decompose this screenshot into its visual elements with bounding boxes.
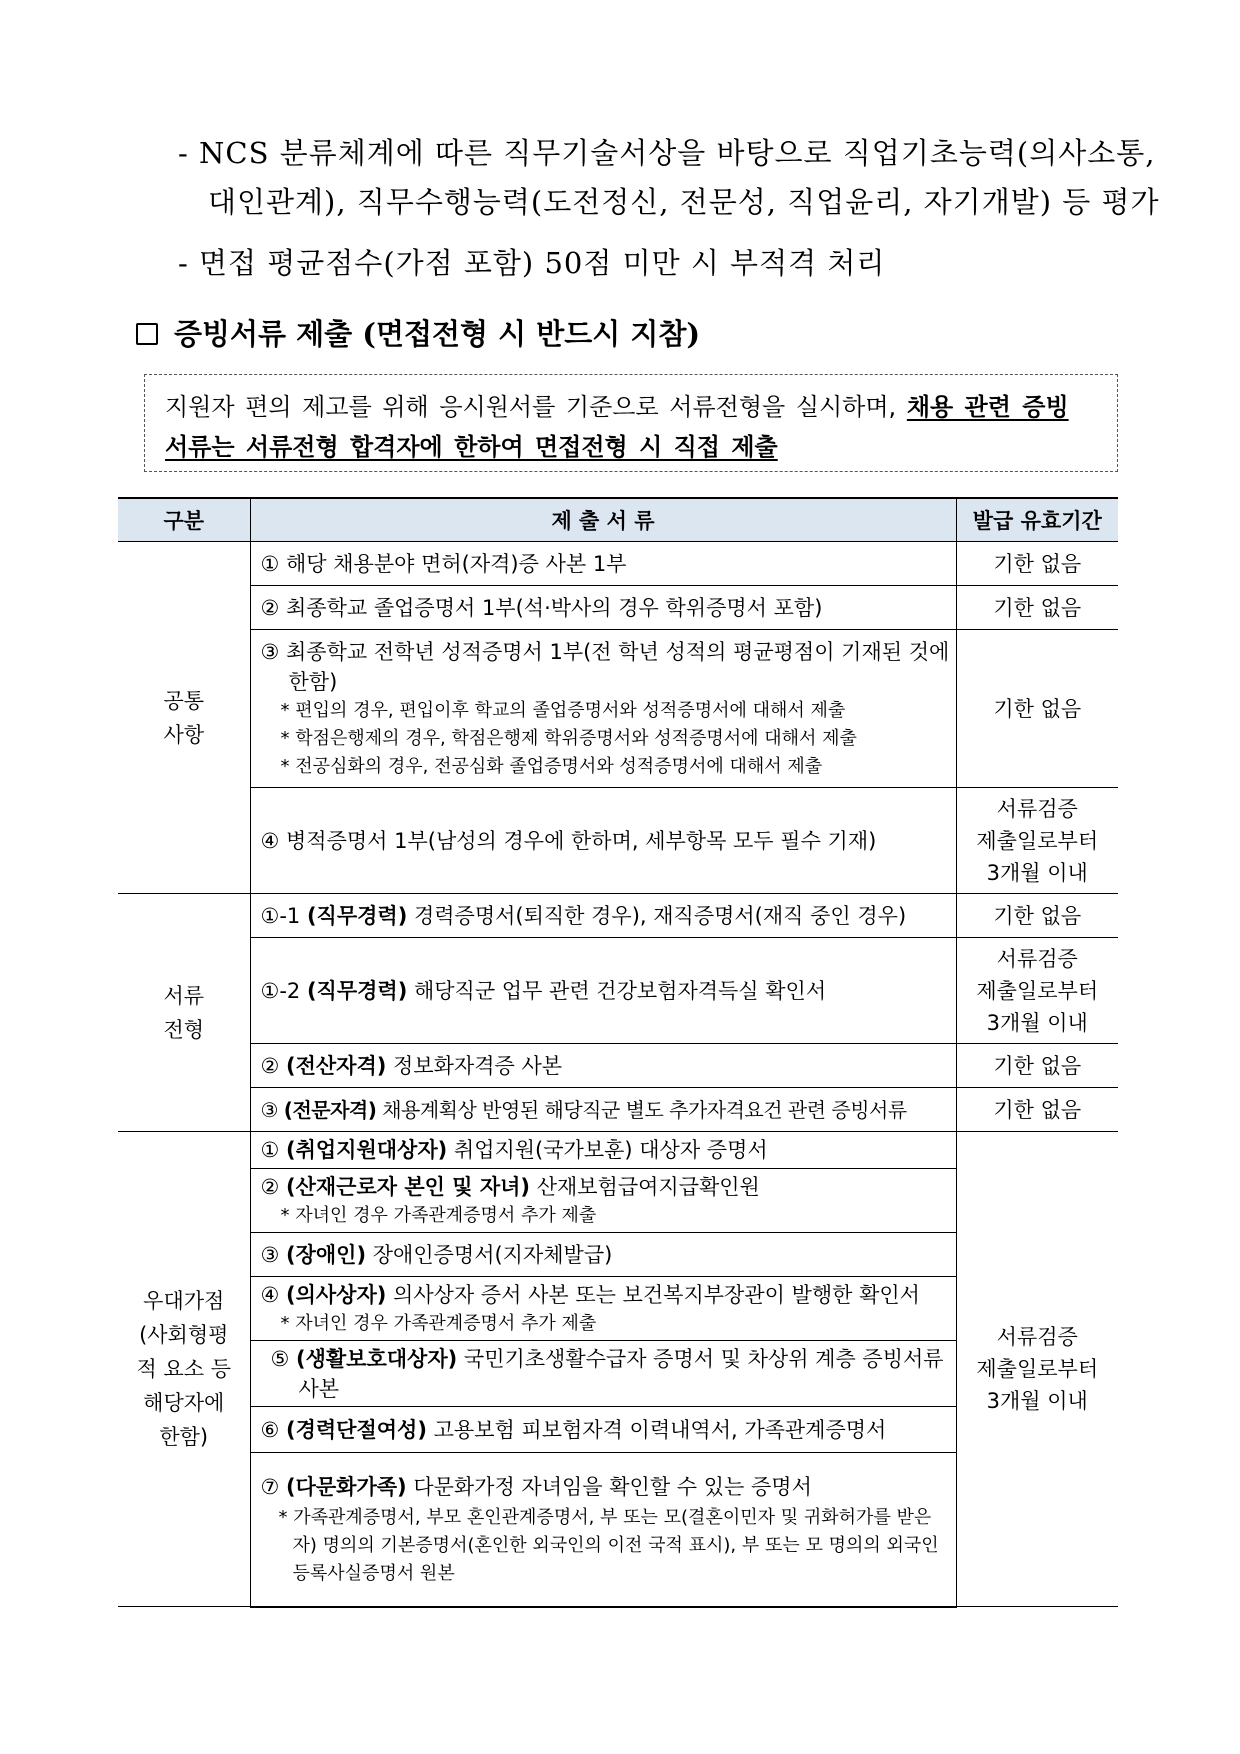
validity-cell: 기한 없음	[956, 542, 1118, 586]
doc-cell: ③ 최종학교 전학년 성적증명서 1부(전 학년 성적의 평균평점이 기재된 것에 한함) * 편입의 경우, 편입이후 학교의 졸업증명서와 성적증명서에 대해서 제출 * 학점은행제의 경우, 학점은행제 학위증명서와 성적증명서에 대해서 제출 * 전공심화의 경우, 전공심화 졸업증명서와 성적증명서에 대해서 제출	[250, 630, 956, 788]
doc-cell: ①-2 (직무경력) 해당직군 업무 관련 건강보험자격득실 확인서	[250, 938, 956, 1044]
bullet-ncs-line2: 대인관계), 직무수행능력(도전정신, 전문성, 직업윤리, 자기개발) 등 평가	[208, 185, 1160, 219]
doc-cell: ② 최종학교 졸업증명서 1부(석·박사의 경우 학위증명서 포함)	[250, 586, 956, 630]
doc-cell: ① (취업지원대상자) 취업지원(국가보훈) 대상자 증명서	[250, 1132, 956, 1169]
notice-bold-2: 서류는 서류전형 합격자에 한하여 면접전형 시 직접 제출	[165, 433, 778, 461]
doc-note: * 전공심화의 경우, 전공심화 졸업증명서와 성적증명서에 대해서 제출	[280, 755, 823, 777]
table-row	[118, 1132, 1118, 1169]
doc-note: * 가족관계증명서, 부모 혼인관계증명서, 부 또는 모(결혼이민자 및 귀화허가를 받은 자) 명의의 기본증명서(혼인한 외국인의 이전 국적 표시), 부 또는 모 명의의 외국인 등록사실증명서 원본	[278, 1507, 939, 1585]
header-validity: 발급 유효기간	[956, 498, 1118, 542]
bullet-ncs-line1: - NCS 분류체계에 따른 직무기술서상을 바탕으로 직업기초능력(의사소통,	[178, 136, 1156, 170]
notice-line-1	[165, 387, 1069, 422]
documents-table	[118, 497, 1118, 1608]
checkbox-square-icon	[136, 323, 158, 345]
doc-cell: ① 해당 채용분야 면허(자격)증 사본 1부	[250, 542, 956, 586]
notice-bold-1: 채용 관련 증빙	[906, 393, 1069, 421]
doc-cell: ⑤ (생활보호대상자) 국민기초생활수급자 증명서 및 차상위 계층 증빙서류 사본	[250, 1341, 956, 1407]
category-bonus-points: 우대가점 (사회형평 적 요소 등 해당자에 한함)	[118, 1132, 250, 1607]
table-row	[118, 894, 1118, 938]
validity-cell: 서류검증 제출일로부터 3개월 이내	[956, 938, 1118, 1044]
notice-text: 지원자 편의 제고를 위해 응시원서를 기준으로 서류전형을 실시하며,	[165, 393, 897, 421]
doc-cell: ③ (전문자격) 채용계획상 반영된 해당직군 별도 추가자격요건 관련 증빙서류	[250, 1088, 956, 1132]
doc-cell: ④ (의사상자) 의사상자 증서 사본 또는 보건복지부장관이 발행한 확인서 * 자녀인 경우 가족관계증명서 추가 제출	[250, 1277, 956, 1341]
validity-cell: 기한 없음	[956, 1044, 1118, 1088]
validity-cell: 기한 없음	[956, 1088, 1118, 1132]
doc-cell: ⑦ (다문화가족) 다문화가정 자녀임을 확인할 수 있는 증명서 * 가족관계증명서, 부모 혼인관계증명서, 부 또는 모(결혼이민자 및 귀화허가를 받은 자) 명의의 기본증명서(혼인한 외국인의 이전 국적 표시), 부 또는 모 명의의 외국인 등록사실증명서 원본	[250, 1453, 956, 1607]
doc-note: * 학점은행제의 경우, 학점은행제 학위증명서와 성적증명서에 대해서 제출	[280, 727, 857, 749]
notice-box	[144, 374, 1118, 472]
table-row	[118, 1044, 1118, 1088]
table-row	[118, 630, 1118, 788]
doc-cell: ② (산재근로자 본인 및 자녀) 산재보험급여지급확인원 * 자녀인 경우 가족관계증명서 추가 제출	[250, 1169, 956, 1233]
header-documents: 제 출 서 류	[250, 498, 956, 542]
doc-cell: ④ 병적증명서 1부(남성의 경우에 한하며, 세부항목 모두 필수 기재)	[250, 788, 956, 894]
validity-cell: 서류검증 제출일로부터 3개월 이내	[956, 1132, 1118, 1607]
table-row	[118, 542, 1118, 586]
bullet-interview-score: - 면접 평균점수(가점 포함) 50점 미만 시 부적격 처리	[178, 246, 886, 280]
validity-cell: 서류검증 제출일로부터 3개월 이내	[956, 788, 1118, 894]
doc-note: * 자녀인 경우 가족관계증명서 추가 제출	[280, 1204, 597, 1226]
table-row	[118, 1088, 1118, 1132]
validity-cell: 기한 없음	[956, 630, 1118, 788]
doc-note: * 자녀인 경우 가족관계증명서 추가 제출	[280, 1312, 597, 1334]
category-document-screening: 서류 전형	[118, 894, 250, 1132]
table-row	[118, 586, 1118, 630]
doc-cell: ①-1 (직무경력) 경력증명서(퇴직한 경우), 재직증명서(재직 중인 경우)	[250, 894, 956, 938]
validity-cell: 기한 없음	[956, 586, 1118, 630]
doc-cell: ③ (장애인) 장애인증명서(지자체발급)	[250, 1233, 956, 1277]
table-row	[118, 788, 1118, 894]
notice-line-2	[165, 427, 778, 462]
table-header-row	[118, 498, 1118, 542]
category-common: 공통 사항	[118, 542, 250, 894]
doc-note: * 편입의 경우, 편입이후 학교의 졸업증명서와 성적증명서에 대해서 제출	[280, 699, 846, 721]
table-row	[118, 938, 1118, 1044]
section-title: 증빙서류 제출 (면접전형 시 반드시 지참)	[174, 317, 701, 351]
section-heading	[136, 314, 700, 354]
validity-cell: 기한 없음	[956, 894, 1118, 938]
doc-cell: ② (전산자격) 정보화자격증 사본	[250, 1044, 956, 1088]
header-category: 구분	[118, 498, 250, 542]
doc-cell: ⑥ (경력단절여성) 고용보험 피보험자격 이력내역서, 가족관계증명서	[250, 1407, 956, 1453]
